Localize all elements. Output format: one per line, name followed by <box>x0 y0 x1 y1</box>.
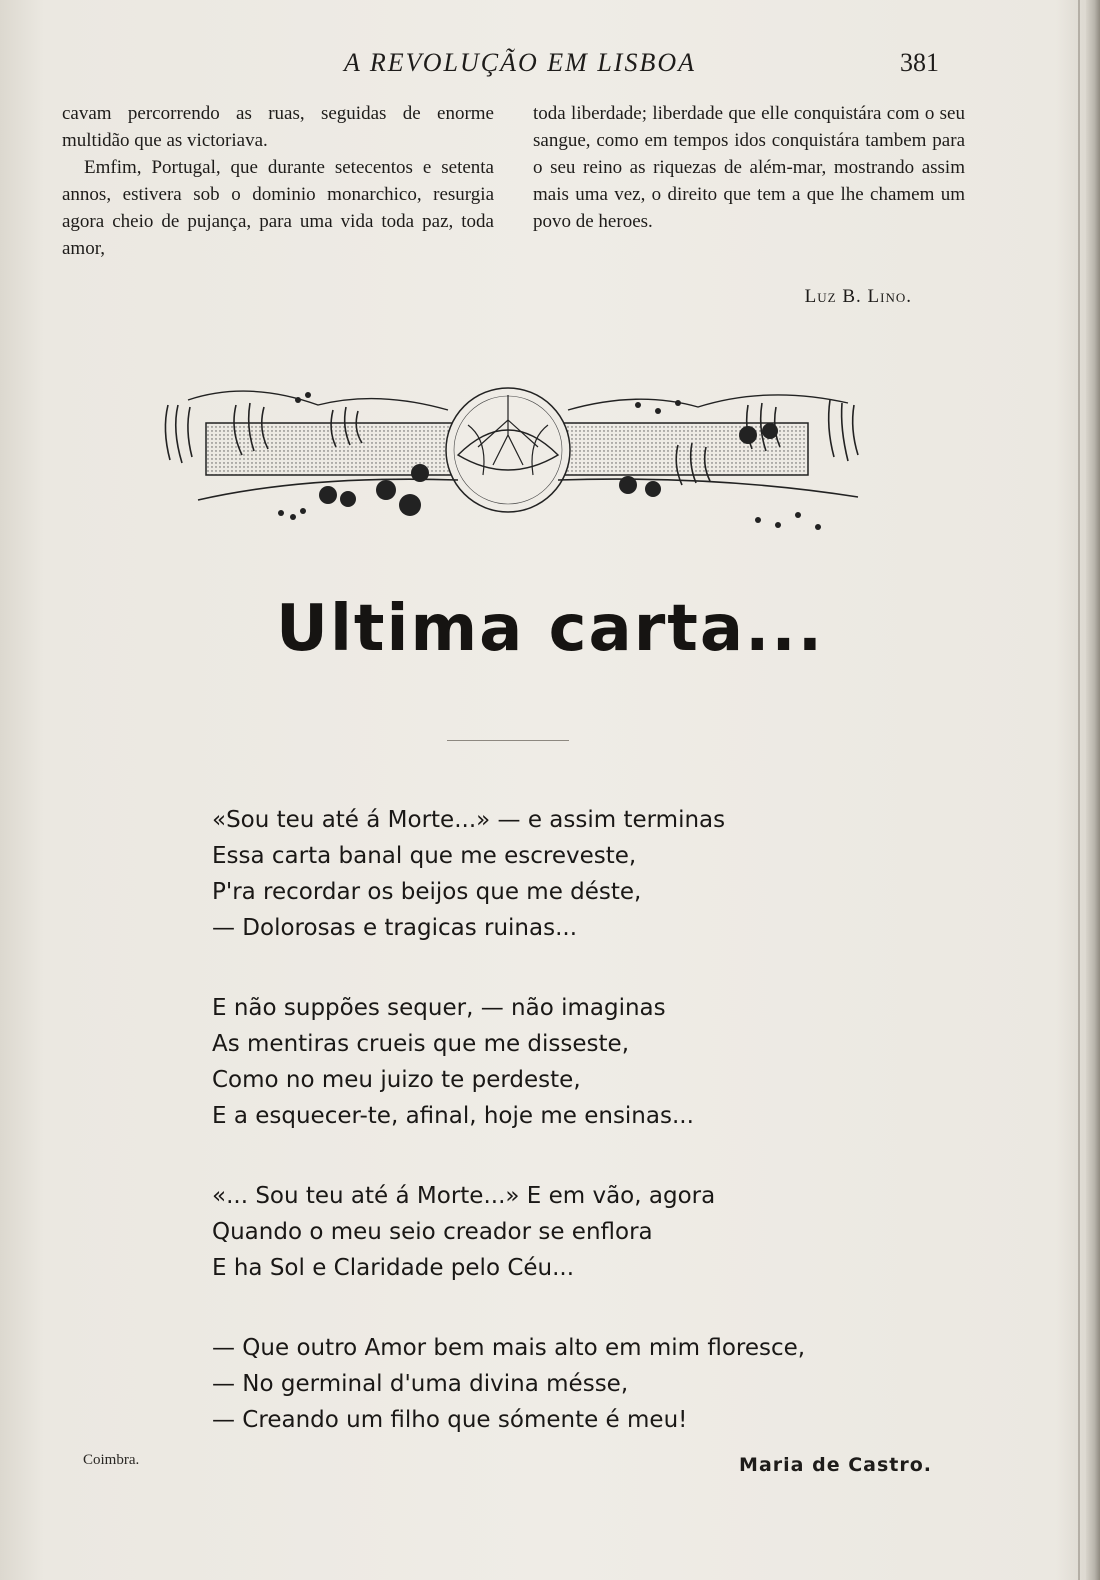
poem-line: — No germinal d'uma divina mésse, <box>212 1371 629 1397</box>
article-paragraph: toda liberdade; liberdade que elle conquistára com o seu sangue, como em tempos idos conquistára tambem para o seu reino as riquezas de além-mar, mostrando assim mais uma vez, o direito que tem a que lhe chamem um povo de heroes. <box>533 103 965 232</box>
poem-line: — Creando um filho que sómente é meu! <box>212 1407 688 1433</box>
article-paragraph: Emfim, Portugal, que durante setecentos e setenta annos, estivera sob o dominio monarchico, resurgia agora cheio de pujança, para uma vida toda paz, toda amor, <box>62 157 494 259</box>
poem-line: P'ra recordar os beijos que me déste, <box>212 879 642 905</box>
page-header <box>0 48 1100 82</box>
poem-line: Quando o meu seio creador se enflora <box>212 1219 653 1245</box>
title-rule <box>447 740 569 741</box>
running-title: A REVOLUÇÃO EM LISBOA <box>344 48 696 77</box>
poem-line: As mentiras crueis que me disseste, <box>212 1031 629 1057</box>
poem-title: Ultima carta... <box>276 592 824 666</box>
poem-stanza <box>212 990 852 1134</box>
article-byline: Luz B. Lino. <box>804 286 912 307</box>
poem-line: E ha Sol e Claridade pelo Céu... <box>212 1255 575 1281</box>
page-number: 381 <box>900 48 939 77</box>
floral-vignette-icon <box>158 385 863 545</box>
poem-line: «... Sou teu até á Morte...» E em vão, agora <box>212 1183 716 1209</box>
poem-stanza <box>212 1178 852 1286</box>
poem-stanza <box>212 1330 852 1438</box>
poem-place: Coimbra. <box>83 1452 140 1468</box>
poem-author: Maria de Castro. <box>739 1454 932 1476</box>
article-paragraph: cavam percorrendo as ruas, seguidas de enorme multidão que as victoriava. <box>62 103 494 151</box>
poem-stanza <box>212 802 852 946</box>
poem-line: — Que outro Amor bem mais alto em mim floresce, <box>212 1335 806 1361</box>
article-column-right <box>533 100 965 235</box>
poem-line: E não suppões sequer, — não imaginas <box>212 995 666 1021</box>
article-column-left <box>62 100 494 262</box>
poem-body <box>212 802 852 1482</box>
poem-line: Essa carta banal que me escreveste, <box>212 843 637 869</box>
poem-line: Como no meu juizo te perdeste, <box>212 1067 581 1093</box>
poem-line: E a esquecer-te, afinal, hoje me ensinas... <box>212 1103 694 1129</box>
poem-line: «Sou teu até á Morte...» — e assim terminas <box>212 807 726 833</box>
page-edge-line <box>1078 0 1080 1580</box>
poem-line: — Dolorosas e tragicas ruinas... <box>212 915 578 941</box>
binding-edge <box>1086 0 1100 1580</box>
